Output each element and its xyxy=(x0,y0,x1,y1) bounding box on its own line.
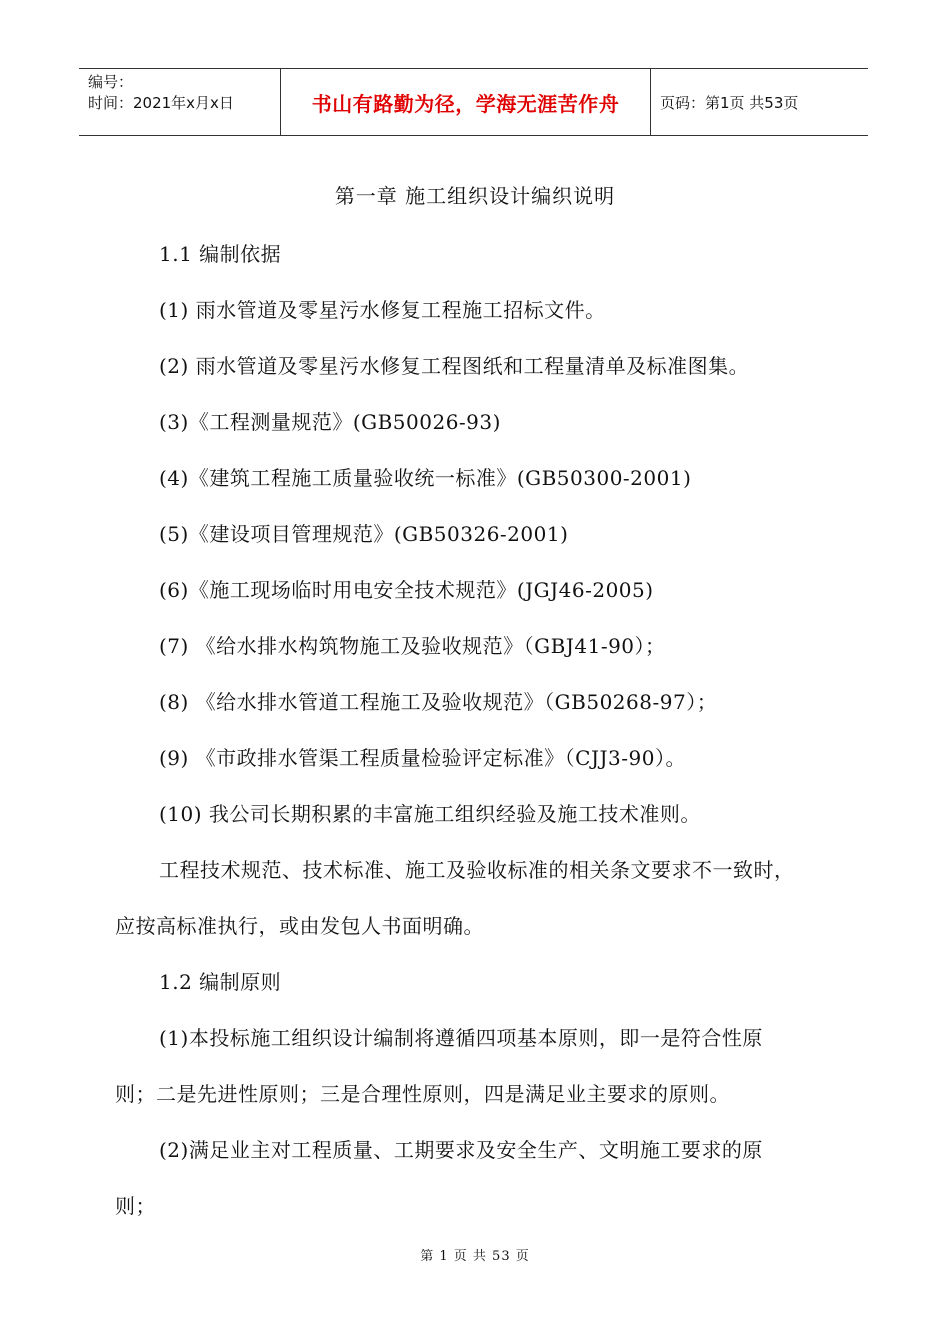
list-item: (3)《工程测量规范》(GB50026-93) xyxy=(159,410,501,434)
motto-text: 书山有路勤为径，学海无涯苦作舟 xyxy=(311,91,620,116)
page-footer: 第 1 页 共 53 页 xyxy=(420,1249,530,1264)
list-item: (1) 雨水管道及零星污水修复工程施工招标文件。 xyxy=(159,298,606,322)
list-item: (10) 我公司长期积累的丰富施工组织经验及施工技术准则。 xyxy=(159,802,701,826)
paragraph-line: (2)满足业主对工程质量、工期要求及安全生产、文明施工要求的原 xyxy=(159,1138,763,1162)
list-item: (6)《施工现场临时用电安全技术规范》(JGJ46-2005) xyxy=(159,578,654,602)
chapter-title: 第一章 施工组织设计编织说明 xyxy=(334,184,616,208)
section-heading: 1.2 编制原则 xyxy=(159,970,282,994)
list-item: (9) 《市政排水管渠工程质量检验评定标准》（CJJ3-90）。 xyxy=(159,746,686,770)
paragraph-line: (1)本投标施工组织设计编制将遵循四项基本原则，即一是符合性原 xyxy=(159,1026,763,1050)
paragraph-line: 应按高标准执行，或由发包人书面明确。 xyxy=(115,914,484,938)
header-motto-cell xyxy=(281,69,651,135)
header-page-cell xyxy=(651,69,868,135)
header-info-cell xyxy=(79,69,281,135)
list-item: (2) 雨水管道及零星污水修复工程图纸和工程量清单及标准图集。 xyxy=(159,354,750,378)
list-item: (7) 《给水排水构筑物施工及验收规范》（GBJ41-90）； xyxy=(159,634,666,658)
paragraph-line: 工程技术规范、技术标准、施工及验收标准的相关条文要求不一致时， xyxy=(159,858,795,882)
document-time-label: 时间：2021年x月x日 xyxy=(88,94,234,112)
list-item: (5)《建设项目管理规范》(GB50326-2001) xyxy=(159,522,569,546)
list-item: (8) 《给水排水管道工程施工及验收规范》（GB50268-97）； xyxy=(159,690,718,714)
list-item: (4)《建筑工程施工质量验收统一标准》(GB50300-2001) xyxy=(159,466,692,490)
section-heading: 1.1 编制依据 xyxy=(159,242,282,266)
page-number-label: 页码：第1页 共53页 xyxy=(660,93,799,112)
paragraph-line: 则； xyxy=(115,1194,156,1218)
paragraph-line: 则；二是先进性原则；三是合理性原则，四是满足业主要求的原则。 xyxy=(115,1082,730,1106)
header-table xyxy=(79,68,868,136)
document-number-label: 编号： xyxy=(88,73,134,91)
